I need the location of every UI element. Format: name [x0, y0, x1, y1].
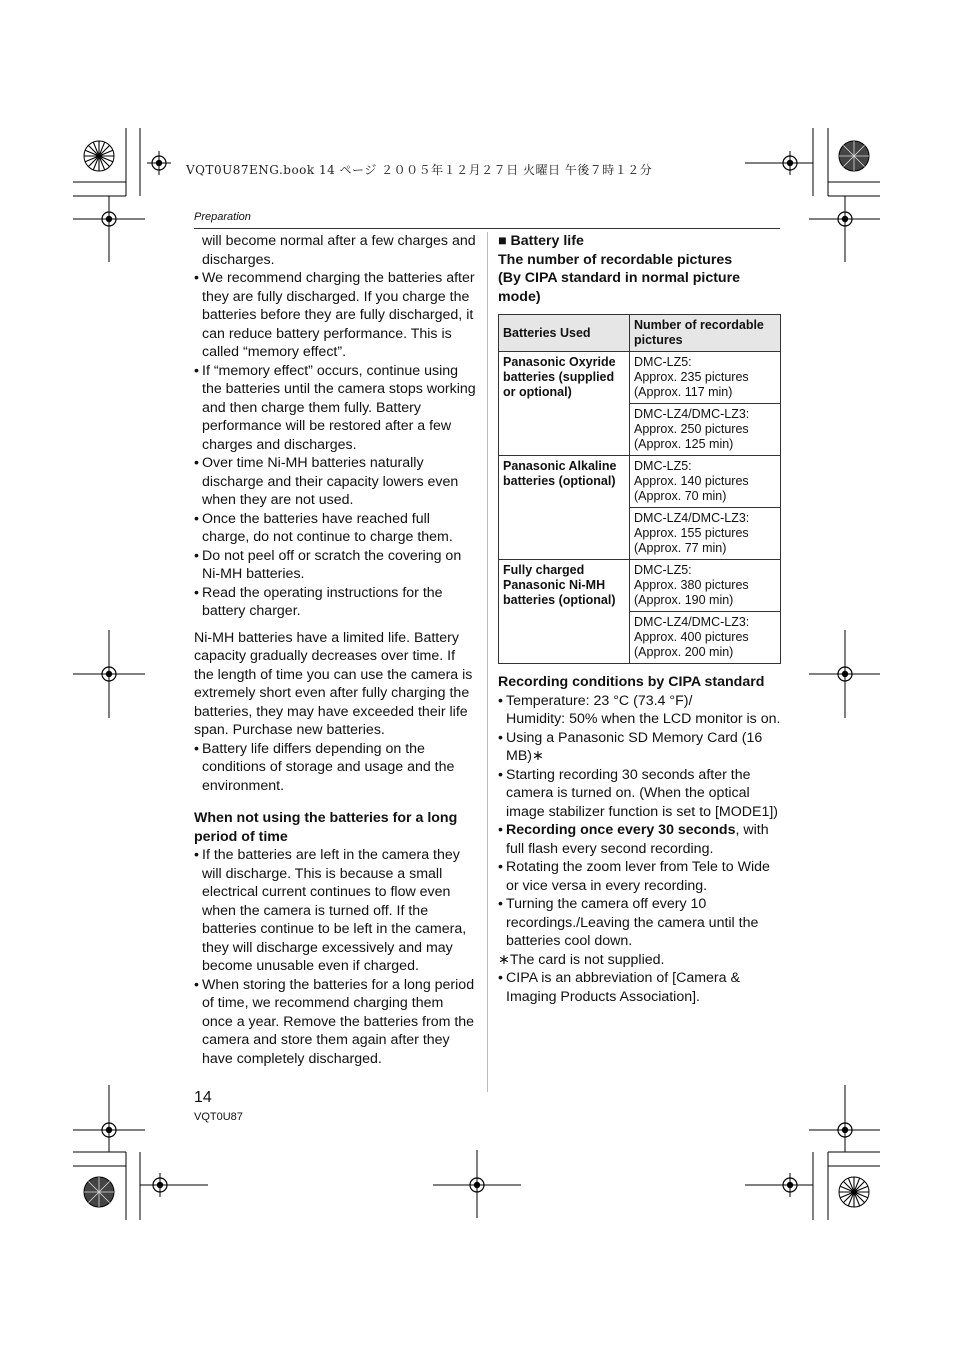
- left-column: [194, 232, 476, 1068]
- battery-type: Panasonic Alkaline batteries (optional): [499, 456, 630, 560]
- battery-type: Fully charged Panasonic Ni-MH batteries (optional): [499, 560, 630, 664]
- list-item: • We recommend charging the batteries after they are fully discharged. If you charge the batteries before they are fully discharged, it can reduce battery performance. This is called “memory effect”.: [194, 269, 476, 362]
- column-divider: [487, 232, 488, 1092]
- list-item: • CIPA is an abbreviation of [Camera & Imaging Products Association].: [498, 969, 782, 1006]
- table-cell: DMC-LZ4/DMC-LZ3: Approx. 155 pictures (Approx. 77 min): [630, 508, 781, 560]
- list-item: • Turning the camera off every 10 recordings./Leaving the camera until the batteries cool down.: [498, 895, 782, 951]
- list-item: • Temperature: 23 °C (73.4 °F)/ Humidity: 50% when the LCD monitor is on.: [498, 692, 782, 729]
- not-using-heading: When not using the batteries for a long period of time: [194, 810, 458, 845]
- page-number: 14: [194, 1089, 212, 1106]
- table-cell: DMC-LZ5: Approx. 380 pictures (Approx. 190 min): [630, 560, 781, 612]
- document-code: VQT0U87: [194, 1111, 243, 1123]
- list-item: • When storing the batteries for a long period of time, we recommend charging them once a year. Remove the batteries from the camera and store them again after they have completely discharged.: [194, 976, 476, 1069]
- list-item: • Do not peel off or scratch the covering on Ni-MH batteries.: [194, 547, 476, 584]
- list-item: • Using a Panasonic SD Memory Card (16 MB)∗: [498, 729, 782, 766]
- table-cell: DMC-LZ4/DMC-LZ3: Approx. 250 pictures (Approx. 125 min): [630, 404, 781, 456]
- recordable-pictures-heading: The number of recordable pictures: [498, 251, 733, 268]
- list-item: • Battery life differs depending on the conditions of storage and usage and the environment.: [194, 740, 476, 796]
- right-column: [498, 232, 782, 1006]
- list-item: • Over time Ni-MH batteries naturally discharge and their capacity lowers even when they are not used.: [194, 454, 476, 510]
- conditions-list: [498, 692, 782, 951]
- cipa-standard-heading: (By CIPA standard in normal picture mode): [498, 270, 741, 305]
- memory-effect-list: [194, 269, 476, 621]
- table-row: [499, 560, 781, 612]
- header-rule: [194, 228, 780, 229]
- battery-table: [498, 314, 781, 664]
- card-note: ∗The card is not supplied.: [498, 951, 665, 968]
- battery-life-heading: ■ Battery life: [498, 233, 584, 249]
- list-item: • Starting recording 30 seconds after the camera is turned on. (When the optical image stabilizer function is set to [MODE1]): [498, 766, 782, 822]
- section-label: Preparation: [194, 211, 251, 223]
- battery-life-list: [194, 740, 476, 796]
- table-row: [499, 456, 781, 508]
- storage-list: [194, 846, 476, 1068]
- table-cell: DMC-LZ4/DMC-LZ3: Approx. 400 pictures (Approx. 200 min): [630, 612, 781, 664]
- intro-continued: will become normal after a few charges and discharges.: [202, 233, 476, 268]
- battery-life-paragraph: Ni-MH batteries have a limited life. Battery capacity gradually decreases over time. If the length of time you can use the camera is extremely short even after fully charging the batteries, they may have exceeded their life span. Purchase new batteries.: [194, 629, 473, 738]
- list-item: • If the batteries are left in the camera they will discharge. This is because a small electrical current continues to flow even when the camera is turned off. If the batteries continue to be left in the camera, they will discharge excessively and may become unusable even if charged.: [194, 846, 476, 976]
- cipa-note-list: [498, 969, 782, 1006]
- print-header: VQT0U87ENG.book 14 ページ ２００５年１２月２７日 火曜日 午後７時１２分: [186, 163, 653, 177]
- list-item: • Once the batteries have reached full charge, do not continue to charge them.: [194, 510, 476, 547]
- list-item: • Rotating the zoom lever from Tele to Wide or vice versa in every recording.: [498, 858, 782, 895]
- col-header-pictures: Number of recordable pictures: [630, 315, 781, 352]
- list-item: • Recording once every 30 seconds, with full flash every second recording.: [498, 821, 782, 858]
- table-cell: DMC-LZ5: Approx. 235 pictures (Approx. 117 min): [630, 352, 781, 404]
- col-header-batteries: Batteries Used: [499, 315, 630, 352]
- list-item: • Read the operating instructions for the battery charger.: [194, 584, 476, 621]
- list-item: • If “memory effect” occurs, continue using the batteries until the camera stops working and then charge them fully. Battery performance will be restored after a few charges and discharges.: [194, 362, 476, 455]
- table-header-row: [499, 315, 781, 352]
- battery-type: Panasonic Oxyride batteries (supplied or optional): [499, 352, 630, 456]
- table-row: [499, 352, 781, 404]
- conditions-heading: Recording conditions by CIPA standard: [498, 674, 765, 690]
- table-cell: DMC-LZ5: Approx. 140 pictures (Approx. 70 min): [630, 456, 781, 508]
